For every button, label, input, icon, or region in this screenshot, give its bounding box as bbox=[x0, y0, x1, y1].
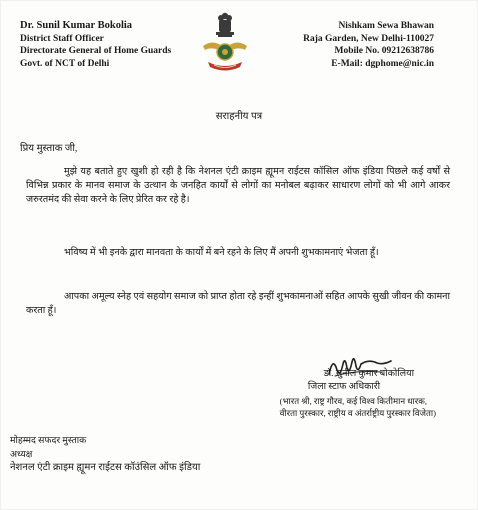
addressee-organization: नेशनल एंटी क्राइम ह्यूमन राईटस कॉउंसिल ऑफ इंडिया bbox=[10, 462, 201, 473]
body-paragraph-2: भविष्य में भी इनके द्वारा मानवता के कार्यों में बने रहने के लिए मैं अपनी शुभकामनाएं भेजता हूँ। bbox=[64, 247, 379, 258]
home-guards-emblem-icon bbox=[200, 10, 250, 78]
signatory-designation: जिला स्टाफ अधिकारी bbox=[307, 381, 380, 392]
office-building: Nishkam Sewa Bhawan bbox=[338, 21, 434, 31]
sender-name: Dr. Sunil Kumar Bokolia bbox=[20, 20, 133, 31]
sender-government: Govt. of NCT of Delhi bbox=[20, 58, 110, 69]
office-locality: Raja Garden, New Delhi-110027 bbox=[303, 33, 434, 44]
signatory-honors bbox=[280, 395, 436, 419]
signatory-block bbox=[308, 368, 414, 393]
honors-line-1: (भारत श्री, राष्ट्र गौरव, कई विश्व कितीमान धारक, bbox=[279, 396, 428, 406]
addressee-title: अध्यक्ष bbox=[10, 449, 33, 459]
salutation: प्रिय मुस्ताक जी, bbox=[20, 143, 78, 154]
body-paragraph-1: मुझे यह बताते हुए खुशी हो रही है कि नेशनल एंटी क्राइम ह्यूमन राईटस कॉसिल ऑफ इंडिया पिछले कई वर्षों से विभिन्न प्रकार के मानव समाज के उत्थान के जनहित कार्यों से लोगों का मनोबल बढ़ाकर साधारण लोगों को भी आगे आकर जरुरतमंद की सेवा करने के लिए प्रेरित कर रहे है। bbox=[26, 166, 450, 205]
office-email: E-Mail: dgphome@nic.in bbox=[331, 58, 434, 69]
signatory-name: डॉ. सुनील कुमार बोकोलिया bbox=[323, 369, 414, 379]
honors-line-2: वीरता पुरस्कार, राष्ट्रीय व अंतर्राष्ट्रीय पुरस्कार विजेता) bbox=[279, 408, 436, 418]
sender-directorate: Directorate General of Home Guards bbox=[20, 46, 172, 56]
body-paragraph-3: आपका अमूल्य स्नेह एवं सहयोग समाज को प्राप्त होता रहे इन्हीं शुभकामनाओं सहित आपके सुखी जीवन की कामना करता हूँ। bbox=[26, 291, 450, 316]
sender-designation: District Staff Officer bbox=[20, 33, 104, 44]
office-mobile: Mobile No. 09212638786 bbox=[334, 46, 434, 56]
addressee-name: मोहम्मद सफदर मुस्ताक bbox=[10, 435, 87, 445]
sender-block bbox=[20, 20, 171, 70]
office-address-block bbox=[303, 20, 434, 70]
letter-subject: सराहनीय पत्र bbox=[215, 111, 263, 122]
addressee-block bbox=[10, 433, 200, 475]
